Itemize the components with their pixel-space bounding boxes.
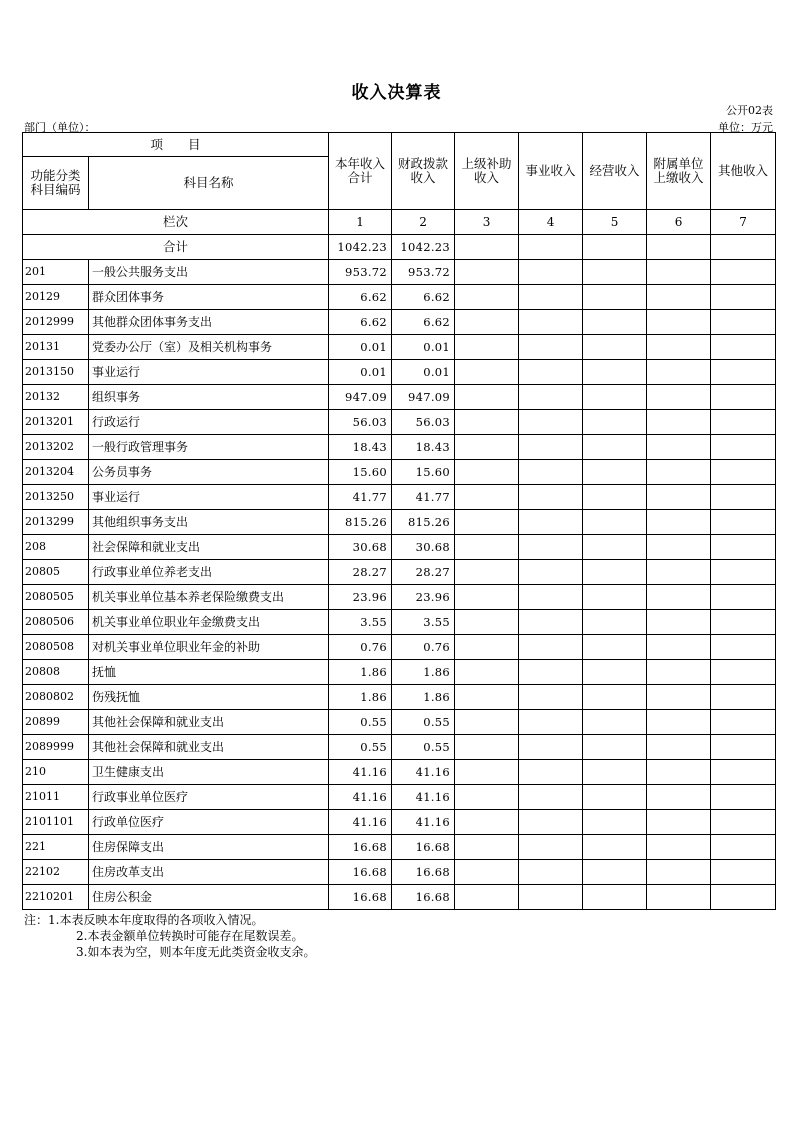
empty-cell [711,735,776,760]
subject-code: 2080802 [23,685,89,710]
empty-cell [711,460,776,485]
empty-cell [455,560,519,585]
total-income-value: 56.03 [329,410,392,435]
fiscal-value: 947.09 [392,385,455,410]
subject-code: 201 [23,260,89,285]
col-num: 6 [647,210,711,235]
empty-cell [711,685,776,710]
subject-code: 208 [23,535,89,560]
subject-name: 其他群众团体事务支出 [89,310,329,335]
total-income-value: 28.27 [329,560,392,585]
subject-code: 2013202 [23,435,89,460]
empty-cell [519,835,583,860]
empty-cell [519,285,583,310]
upper-subsidy-header: 上级补助 收入 [455,133,519,210]
subject-code: 221 [23,835,89,860]
empty-cell [455,460,519,485]
fiscal-value: 15.60 [392,460,455,485]
subject-code: 2080505 [23,585,89,610]
fiscal-value: 953.72 [392,260,455,285]
empty-cell [455,610,519,635]
total-income-value: 0.55 [329,710,392,735]
total-income-value: 30.68 [329,535,392,560]
subject-name: 其他组织事务支出 [89,510,329,535]
subject-name: 组织事务 [89,385,329,410]
table-row [23,310,776,335]
table-row [23,660,776,685]
empty-cell [519,635,583,660]
empty-cell [583,260,647,285]
subject-name: 群众团体事务 [89,285,329,310]
empty-cell [711,610,776,635]
empty-cell [455,685,519,710]
empty-cell [647,535,711,560]
empty-cell [711,260,776,285]
empty-cell [583,660,647,685]
empty-cell [519,460,583,485]
total-income-value: 41.16 [329,810,392,835]
empty-cell [583,760,647,785]
table-row [23,885,776,910]
empty-cell [583,485,647,510]
subject-code: 2013150 [23,360,89,385]
fiscal-value: 1.86 [392,685,455,710]
total-income-value: 815.26 [329,510,392,535]
empty-cell [583,560,647,585]
empty-cell [455,360,519,385]
col-num: 4 [519,210,583,235]
income-table [22,132,776,910]
empty-cell [583,710,647,735]
table-row [23,435,776,460]
subject-code: 20129 [23,285,89,310]
subject-name-header: 科目名称 [89,157,329,210]
col-num: 2 [392,210,455,235]
table-row [23,585,776,610]
empty-cell [455,435,519,460]
empty-cell [455,860,519,885]
empty-cell [583,335,647,360]
empty-cell [711,885,776,910]
fiscal-value: 815.26 [392,510,455,535]
subject-code: 2012999 [23,310,89,335]
fiscal-value: 16.68 [392,860,455,885]
fiscal-value: 0.01 [392,335,455,360]
total-income-value: 0.76 [329,635,392,660]
empty-cell [647,735,711,760]
table-row [23,485,776,510]
subject-code: 2013299 [23,510,89,535]
subject-name: 党委办公厅（室）及相关机构事务 [89,335,329,360]
empty-cell [647,460,711,485]
empty-cell [519,585,583,610]
col-num: 1 [329,210,392,235]
empty-cell [647,610,711,635]
total-label: 合计 [23,235,329,260]
table-row [23,285,776,310]
other-income-header: 其他收入 [711,133,776,210]
operating-income-header: 经营收入 [583,133,647,210]
empty-cell [647,710,711,735]
subject-code: 2013204 [23,460,89,485]
empty-cell [519,310,583,335]
empty-cell [455,760,519,785]
empty-cell [711,535,776,560]
empty-cell [647,785,711,810]
fiscal-value: 6.62 [392,285,455,310]
table-row [23,335,776,360]
empty-cell [711,710,776,735]
subject-name: 机关事业单位职业年金缴费支出 [89,610,329,635]
empty-cell [583,785,647,810]
subject-name: 伤残抚恤 [89,685,329,710]
empty-cell [583,885,647,910]
fiscal-value: 0.55 [392,710,455,735]
empty-cell [519,735,583,760]
empty-cell [519,485,583,510]
business-income-header: 事业收入 [519,133,583,210]
note-line: 3.如本表为空，则本年度无此类资金收支余。 [76,945,316,959]
empty-cell [647,885,711,910]
fiscal-value: 30.68 [392,535,455,560]
table-row [23,610,776,635]
empty-cell [711,810,776,835]
empty-cell [647,810,711,835]
empty-cell [583,635,647,660]
total-income-value: 0.01 [329,335,392,360]
total-income-value: 41.16 [329,760,392,785]
empty-cell [455,410,519,435]
empty-cell [647,760,711,785]
empty-cell [711,835,776,860]
empty-cell [455,635,519,660]
empty-cell [455,660,519,685]
total-income-value: 16.68 [329,835,392,860]
subject-code: 2089999 [23,735,89,760]
subject-code: 20132 [23,385,89,410]
table-row [23,385,776,410]
subject-name: 对机关事业单位职业年金的补助 [89,635,329,660]
empty-cell [647,485,711,510]
subject-code: 20808 [23,660,89,685]
fiscal-value: 41.16 [392,810,455,835]
empty-cell [455,710,519,735]
table-row [23,360,776,385]
empty-cell [583,410,647,435]
subject-name: 行政事业单位养老支出 [89,560,329,585]
empty-cell [711,435,776,460]
subject-code: 20131 [23,335,89,360]
empty-cell [455,510,519,535]
empty-cell [647,285,711,310]
table-row [23,785,776,810]
table-row [23,710,776,735]
empty-cell [711,385,776,410]
total-income-value: 18.43 [329,435,392,460]
empty-cell [583,810,647,835]
empty-cell [519,260,583,285]
empty-cell [455,385,519,410]
empty-cell [583,535,647,560]
table-row [23,735,776,760]
table-row [23,510,776,535]
total-income-value: 15.60 [329,460,392,485]
subject-code: 2080508 [23,635,89,660]
fiscal-value: 16.68 [392,885,455,910]
subject-code: 21011 [23,785,89,810]
empty-cell [519,610,583,635]
empty-cell [583,385,647,410]
empty-cell [519,685,583,710]
empty-cell [647,435,711,460]
empty-cell [455,260,519,285]
empty-cell [583,610,647,635]
total-income-value: 3.55 [329,610,392,635]
empty-cell [711,760,776,785]
total-income-value: 16.68 [329,860,392,885]
empty-cell [647,410,711,435]
table-row [23,635,776,660]
empty-cell [583,835,647,860]
subject-name: 一般行政管理事务 [89,435,329,460]
table-row [23,410,776,435]
empty-cell [519,760,583,785]
total-value: 1042.23 [392,235,455,260]
fiscal-value: 1.86 [392,660,455,685]
empty-cell [711,560,776,585]
empty-cell [519,335,583,360]
subject-name: 行政事业单位医疗 [89,785,329,810]
subject-code: 20899 [23,710,89,735]
empty-cell [583,285,647,310]
empty-cell [711,585,776,610]
empty-cell [711,360,776,385]
empty-cell [519,785,583,810]
empty-cell [455,310,519,335]
empty-cell [647,335,711,360]
empty-cell [583,435,647,460]
empty-cell [583,510,647,535]
fiscal-value: 0.55 [392,735,455,760]
empty-cell [519,535,583,560]
empty-cell [519,860,583,885]
empty-cell [583,860,647,885]
subject-name: 其他社会保障和就业支出 [89,710,329,735]
empty-cell [711,310,776,335]
empty-cell [519,360,583,385]
empty-cell [455,835,519,860]
affiliated-header: 附属单位 上缴收入 [647,133,711,210]
empty-cell [647,360,711,385]
empty-cell [711,335,776,360]
empty-cell [711,485,776,510]
empty-cell [647,685,711,710]
empty-cell [583,310,647,335]
empty-cell [711,410,776,435]
column-label: 栏次 [23,210,329,235]
subject-name: 事业运行 [89,360,329,385]
total-income-value: 1.86 [329,660,392,685]
total-income-header: 本年收入 合计 [329,133,392,210]
col-num: 3 [455,210,519,235]
empty-cell [455,335,519,360]
unit-label: 单位：万元 [718,121,773,134]
subject-name: 一般公共服务支出 [89,260,329,285]
subject-code: 2013201 [23,410,89,435]
total-income-value: 6.62 [329,285,392,310]
subject-name: 行政运行 [89,410,329,435]
total-income-value: 0.55 [329,735,392,760]
fiscal-value: 41.77 [392,485,455,510]
table-row [23,560,776,585]
total-income-value: 23.96 [329,585,392,610]
table-row [23,685,776,710]
subject-name: 住房公积金 [89,885,329,910]
total-income-value: 953.72 [329,260,392,285]
empty-cell [711,285,776,310]
total-value: 1042.23 [329,235,392,260]
empty-cell [711,660,776,685]
form-number: 公开02表 [726,104,773,117]
empty-cell [519,560,583,585]
table-row [23,535,776,560]
subject-name: 事业运行 [89,485,329,510]
empty-cell [455,535,519,560]
empty-cell [647,260,711,285]
subject-name: 抚恤 [89,660,329,685]
col-num: 7 [711,210,776,235]
func-code-header: 功能分类 科目编码 [23,157,89,210]
subject-code: 2101101 [23,810,89,835]
fiscal-value: 6.62 [392,310,455,335]
total-income-value: 1.86 [329,685,392,710]
note-line: 2.本表金额单位转换时可能存在尾数误差。 [76,929,304,943]
fiscal-value: 41.16 [392,785,455,810]
subject-code: 2013250 [23,485,89,510]
fiscal-value: 41.16 [392,760,455,785]
page-title: 收入决算表 [351,83,442,103]
empty-cell [519,385,583,410]
fiscal-value: 18.43 [392,435,455,460]
empty-cell [455,485,519,510]
fiscal-value: 23.96 [392,585,455,610]
empty-cell [519,435,583,460]
empty-cell [711,785,776,810]
empty-cell [455,885,519,910]
empty-cell [455,285,519,310]
table-row [23,835,776,860]
empty-cell [583,360,647,385]
empty-cell [519,660,583,685]
empty-cell [519,810,583,835]
total-income-value: 41.77 [329,485,392,510]
subject-name: 公务员事务 [89,460,329,485]
empty-cell [647,660,711,685]
total-income-value: 16.68 [329,885,392,910]
empty-cell [647,510,711,535]
fiscal-value: 0.01 [392,360,455,385]
empty-cell [647,385,711,410]
total-income-value: 947.09 [329,385,392,410]
table-row [23,460,776,485]
empty-cell [647,560,711,585]
subject-name: 机关事业单位基本养老保险缴费支出 [89,585,329,610]
project-header: 项 目 [23,133,329,157]
note-line: 注：1.本表反映本年度取得的各项收入情况。 [24,913,264,927]
empty-cell [583,685,647,710]
notes [24,912,315,960]
empty-cell [583,585,647,610]
subject-name: 卫生健康支出 [89,760,329,785]
subject-name: 行政单位医疗 [89,810,329,835]
table-row [23,810,776,835]
empty-cell [647,635,711,660]
empty-cell [519,410,583,435]
subject-name: 社会保障和就业支出 [89,535,329,560]
table-row [23,860,776,885]
empty-cell [647,860,711,885]
subject-code: 210 [23,760,89,785]
empty-cell [647,310,711,335]
total-income-value: 0.01 [329,360,392,385]
empty-cell [583,735,647,760]
fiscal-value: 16.68 [392,835,455,860]
fiscal-value: 0.76 [392,635,455,660]
total-income-value: 41.16 [329,785,392,810]
col-num: 5 [583,210,647,235]
subject-code: 2210201 [23,885,89,910]
fiscal-value: 3.55 [392,610,455,635]
total-income-value: 6.62 [329,310,392,335]
empty-cell [711,635,776,660]
department-label: 部门（单位）： [24,121,96,134]
empty-cell [711,860,776,885]
empty-cell [455,810,519,835]
subject-code: 20805 [23,560,89,585]
fiscal-value: 56.03 [392,410,455,435]
table-row [23,760,776,785]
subject-code: 2080506 [23,610,89,635]
empty-cell [583,460,647,485]
empty-cell [647,835,711,860]
subject-code: 22102 [23,860,89,885]
fiscal-value: 28.27 [392,560,455,585]
empty-cell [455,585,519,610]
subject-name: 其他社会保障和就业支出 [89,735,329,760]
fiscal-header: 财政拨款 收入 [392,133,455,210]
empty-cell [455,785,519,810]
empty-cell [519,885,583,910]
table-row [23,260,776,285]
empty-cell [519,710,583,735]
subject-name: 住房改革支出 [89,860,329,885]
subject-name: 住房保障支出 [89,835,329,860]
empty-cell [711,510,776,535]
empty-cell [455,735,519,760]
empty-cell [519,510,583,535]
empty-cell [647,585,711,610]
